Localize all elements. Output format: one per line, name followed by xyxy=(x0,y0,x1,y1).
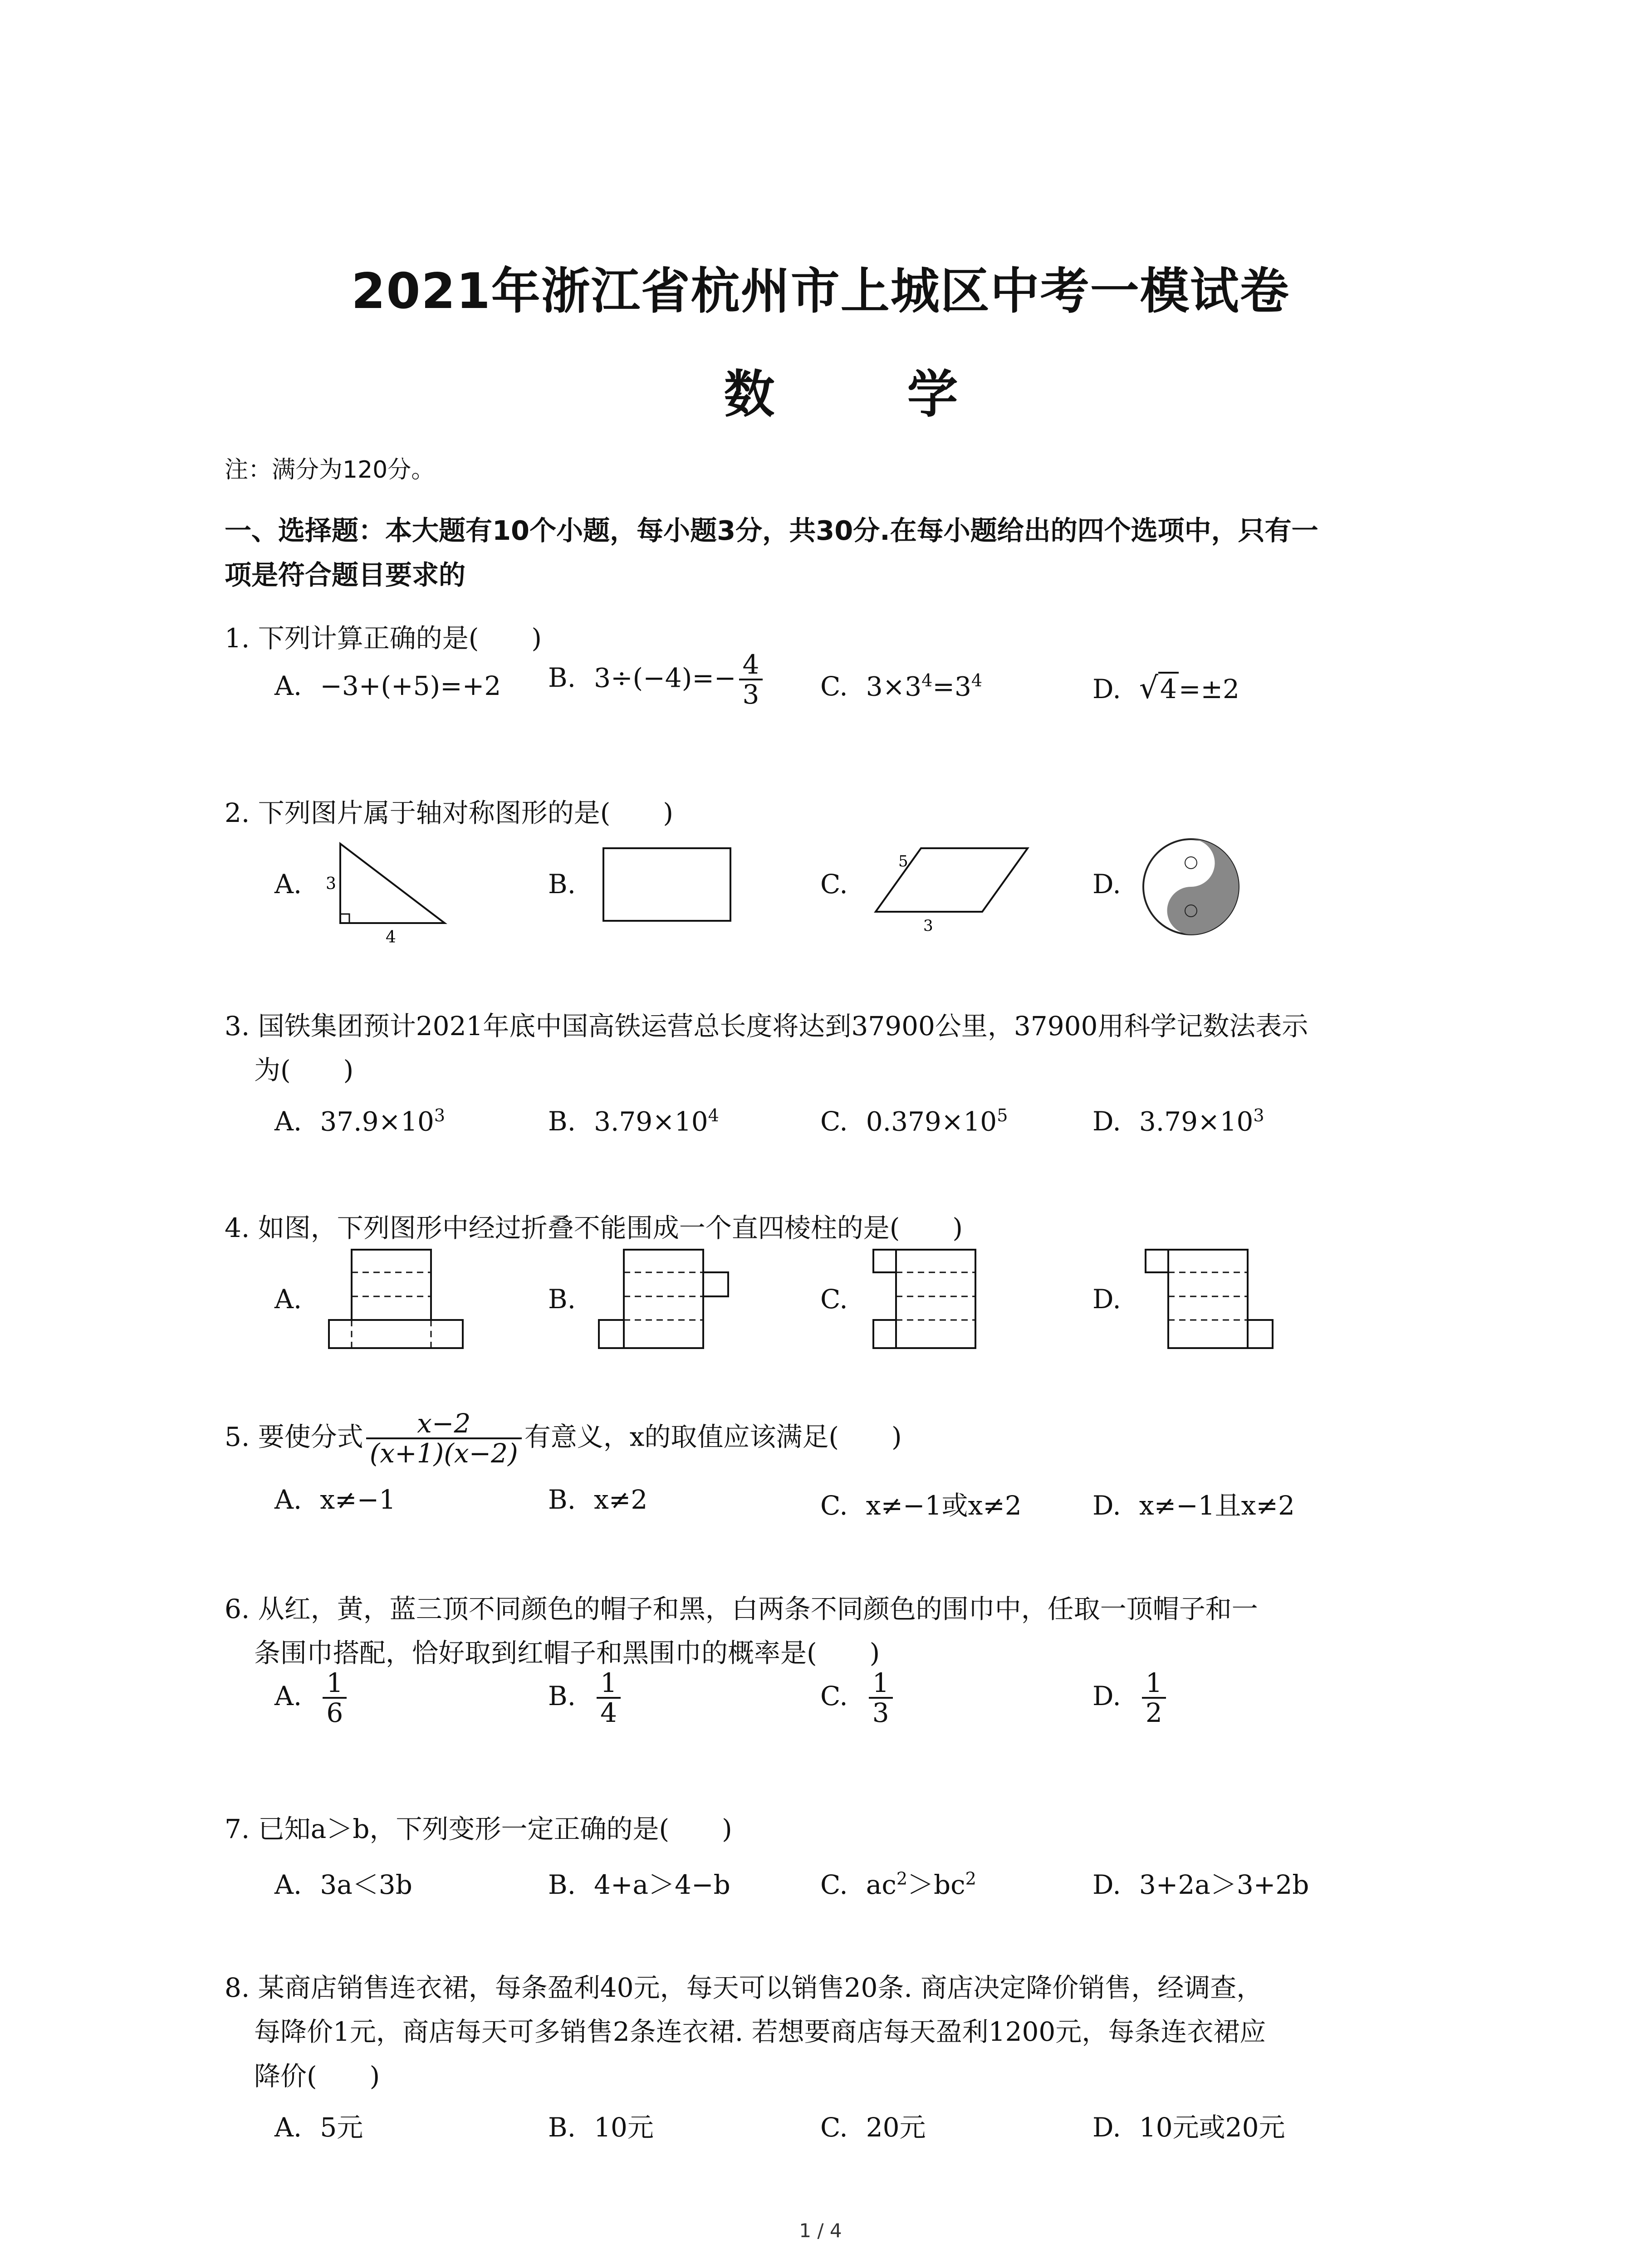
right-triangle-figure xyxy=(318,835,454,947)
fraction: $\frac{1}{4}$ xyxy=(597,1669,621,1728)
q2-option-c-label: C. xyxy=(820,869,848,899)
prism-net-figure-c xyxy=(871,1247,1007,1356)
question-8-line2: 每降价1元，商店每天可多销售2条连衣裙. 若想要商店每天盈利1200元，每条连衣裙应 xyxy=(254,2016,1266,2047)
q3-option-d: D. $3.79\times 10^3$ xyxy=(1092,1105,1264,1137)
q7-option-b: B. 4+a＞4−b xyxy=(548,1869,730,1900)
question-3-line1: 3. 国铁集团预计2021年底中国高铁运营总长度将达到37900公里，37900用科学记数法表示 xyxy=(225,1011,1308,1041)
q6-option-d: D. $\frac{1}{2}$ xyxy=(1092,1669,1169,1728)
fraction: $\frac{x-2}{(x+1)(x-2)}$ xyxy=(366,1410,522,1468)
q1-option-d: D. √4=±2 xyxy=(1092,670,1239,705)
sqrt-sign: √ xyxy=(1139,670,1158,705)
q5-option-a: A. x≠−1 xyxy=(274,1484,396,1515)
q1-option-a: A. −3+(+5)=+2 xyxy=(274,670,501,701)
q8-option-a: A. 5元 xyxy=(274,2112,363,2143)
q4-option-b-label: B. xyxy=(548,1284,576,1315)
q4-option-a-label: A. xyxy=(274,1284,302,1315)
question-5-text: 5. 要使分式 $\frac{x-2}{(x+1)(x-2)}$ 有意义，x的取值应该满足( ) xyxy=(225,1408,902,1469)
section-heading-line1: 一、选择题：本大题有10个小题，每小题3分，共30分.在每小题给出的四个选项中，只有一 xyxy=(225,515,1318,546)
q6-option-b: B. $\frac{1}{4}$ xyxy=(548,1669,623,1728)
fraction: $\frac{1}{6}$ xyxy=(323,1669,347,1728)
q2-option-a-label: A. xyxy=(274,869,302,899)
parallelogram-figure xyxy=(871,839,1034,935)
parallelogram-side-label: 5 xyxy=(898,852,908,870)
q8-option-d: D. 10元或20元 xyxy=(1092,2112,1285,2143)
q4-option-c-label: C. xyxy=(820,1284,848,1315)
q7-option-a: A. 3a＜3b xyxy=(274,1869,412,1900)
q3-option-b: B. $3.79\times 10^4$ xyxy=(548,1105,719,1137)
q1-option-c: C. $3\times 3^4=3^4$ xyxy=(820,670,983,702)
q7-option-c: C. $ac^2>bc^2$ xyxy=(820,1868,976,1900)
q8-option-c: C. 20元 xyxy=(820,2112,926,2143)
q2-option-b-label: B. xyxy=(548,869,576,899)
subject-title: 数 学 xyxy=(724,365,999,424)
fraction: $\frac{4}{3}$ xyxy=(739,651,763,709)
yin-yang-figure xyxy=(1139,835,1243,939)
fraction: $\frac{1}{3}$ xyxy=(869,1669,893,1728)
parallelogram-base-label: 3 xyxy=(923,917,933,935)
question-6-line1: 6. 从红，黄，蓝三顶不同颜色的帽子和黑，白两条不同颜色的围巾中，任取一顶帽子和一 xyxy=(225,1593,1258,1624)
q1-option-b: B. 3÷(−4)=− $\frac{4}{3}$ xyxy=(548,651,765,709)
prism-net-figure-a xyxy=(327,1247,463,1356)
q2-option-d-label: D. xyxy=(1092,869,1121,899)
prism-net-figure-d xyxy=(1143,1247,1288,1356)
q6-option-a: A. $\frac{1}{6}$ xyxy=(274,1669,349,1728)
question-4-text: 4. 如图，下列图形中经过折叠不能围成一个直四棱柱的是( ) xyxy=(225,1212,963,1243)
question-3-line2: 为( ) xyxy=(254,1055,354,1085)
question-8-line3: 降价( ) xyxy=(254,2061,380,2092)
section-heading-line2: 项是符合题目要求的 xyxy=(225,559,466,591)
prism-net-figure-b xyxy=(597,1247,742,1356)
q4-option-d-label: D. xyxy=(1092,1284,1121,1315)
question-7-text: 7. 已知a＞b，下列变形一定正确的是( ) xyxy=(225,1813,732,1844)
q5-option-b: B. x≠2 xyxy=(548,1484,648,1515)
q8-option-b: B. 10元 xyxy=(548,2112,654,2143)
q3-option-c: C. $0.379\times 10^5$ xyxy=(820,1105,1008,1137)
question-6-line2: 条围巾搭配，恰好取到红帽子和黑围巾的概率是( ) xyxy=(254,1637,880,1668)
question-8-line1: 8. 某商店销售连衣裙，每条盈利40元，每天可以销售20条. 商店决定降价销售，经调查， xyxy=(225,1972,1263,2003)
triangle-height-label: 3 xyxy=(326,875,336,893)
q3-option-a: A. $37.9\times 10^3$ xyxy=(274,1105,446,1137)
q5-option-c: C. x≠−1或x≠2 xyxy=(820,1490,1022,1521)
rectangle-figure xyxy=(599,844,735,925)
page-title: 2021年浙江省杭州市上城区中考一模试卷 xyxy=(351,263,1290,320)
question-1-text: 1. 下列计算正确的是( ) xyxy=(225,623,542,654)
triangle-base-label: 4 xyxy=(386,928,396,947)
page-number: 1 / 4 xyxy=(799,2219,842,2242)
q7-option-d: D. 3+2a＞3+2b xyxy=(1092,1869,1309,1900)
fraction: $\frac{1}{2}$ xyxy=(1142,1669,1166,1728)
q5-option-d: D. x≠−1且x≠2 xyxy=(1092,1490,1295,1521)
score-note: 注：满分为120分。 xyxy=(225,456,435,484)
q6-option-c: C. $\frac{1}{3}$ xyxy=(820,1669,896,1728)
question-2-text: 2. 下列图片属于轴对称图形的是( ) xyxy=(225,797,674,828)
